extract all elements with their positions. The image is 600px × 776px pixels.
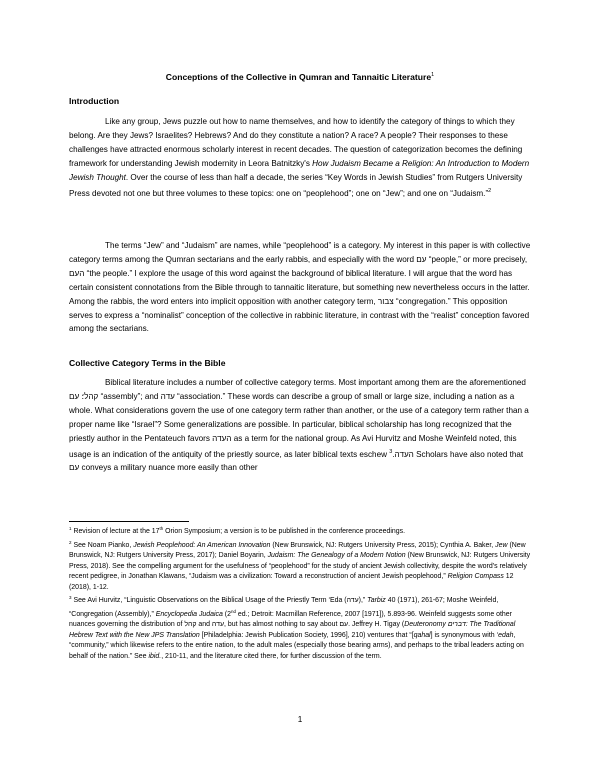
footnote-2: $^2$ See Noam Pianko, Jewish Peoplehood: An American Innovation (New Brunswick, NJ: Rutgers University Press, 2015); Cynthia A. Baker, Jew (New Brunswick, NJ: Rutgers University Press, 2017); Daniel Boyarin, Judaism: The Genealogy of a Modern Notion (New Brunswick, NJ: Rutgers University Press, 2018). See the compelling argument for the usefulness of “peoplehood” for the study of ancient Jewish collectivity, despite the word’s relatively recent pedigree, in Jonathan Klawans, “Judaism was a civilization: Toward a reconstruction of ancient Jewish peoplehood,” Religion Compass 12 (2018), 1-12. (69, 539, 531, 591)
title-text: Conceptions of the Collective in Qumran and Tannaitic Literature (165, 72, 432, 82)
bible-paragraph-1: Biblical literature includes a number of collective category terms. Most important among them are the aforementioned קהל؛ עם “assembly”; and עדה “association.” These words can describe a group of small or large size, including a nation as a whole. What considerations govern the use of one category term rather than another, or the use of a category term rather than a proper name like “Israel”? Some generalizations are possible. In particular, biblical scholarship has long recognized that the priestly author in the Pentateuch favors העדה as a term for the national group. As Avi Hurvitz and Moshe Weinfeld noted, this usage is an indication of the antiquity of the priestly source, as later biblical texts eschew העדה.$^3$ Scholars have also noted that עם conveys a military nuance more easily than other (69, 378, 529, 473)
paper-title (0, 70, 600, 83)
footnote-ref-3[interactable]: 3 (389, 448, 393, 455)
footnote-ref-1[interactable]: 1 (431, 72, 435, 78)
footnote-1: $^1$ Revision of lecture at the 17th Orion Symposium; a version is to be published in the conference proceedings. (69, 526, 406, 535)
intro-paragraph-2: The terms “Jew” and “Judaism” are names, while “peoplehood” is a category. My interest in this paper is with collective category terms among the Qumran sectarians and the early rabbis, and especially with the word עם “people,” or more precisely, העם “the people.” I explore the usage of this word against the background of biblical literature. I will argue that the word has certain consistent connotations from the Bible through to tannaitic literature, but something new nevertheless occurs in the latter. Among the rabbis, the word enters into implicit opposition with another category term, צבור “congregation.” This opposition serves to express a “nominalist” conception of the collective in rabbinic literature, in contrast with the “realist” conception favored among the sectarians. (69, 241, 531, 334)
page-number: 1 (297, 715, 303, 724)
book-title: How Judaism Became a Religion: An Introduction to Modern Jewish Thought (69, 158, 530, 182)
footnote-separator (69, 521, 189, 522)
footnotes (69, 524, 533, 662)
footnote-3: $^3$ See Avi Hurvitz, “Linguistic Observations on the Biblical Usage of the Priestly Term ‘Eda (עדה),” Tarbiz 40 (1971), 261-67; Moshe Weinfeld, “Congregation (Assembly),” Encyclopedia Judaica (2nd ed.; Detroit: Macmillan Reference, 2007 [1971]), 5.893-96. Weinfeld suggests some other nuances governing the distribution of עדה and קהל, but has almost nothing to say about עם. Jeffrey H. Tigay (Deuteronomy דברים: The Traditional Hebrew Text with the New JPS Translation [Philadelphia: Jewish Publication Society, 1996], 210) ventures that “[qahal] is synonymous with ‘edah, “community,” which likewise refers to the entire nation, to the adult males (especially those bearing arms), and perhaps to the tribal leaders acting on behalf of the nation.” See ibid., 210-11, and the literature cited there, for further discussion of the term. (69, 595, 524, 660)
footnote-ref-2[interactable]: 2 (488, 187, 492, 194)
intro-paragraph-1: Like any group, Jews puzzle out how to name themselves, and how to identify the category of things to which they belong. Are they Jews? Israelites? Hebrews? And do they constitute a nation? A race? A people? Their responses to these challenges have attracted enormous scholarly interest in recent decades. The question of categorization becomes the defining framework for understanding Jewish modernity in Leora Batnitzky's How Judaism Became a Religion: An Introduction to Modern Jewish Thought. Over the course of less than half a decade, the series “Key Words in Jewish Studies” from Rutgers University Press devoted not one but three volumes to these topics: one on “peoplehood”; one on “Jew”; and one on “Judaism.”$^2$ (69, 117, 530, 198)
section-heading-introduction: Introduction (69, 96, 120, 106)
section-heading-bible: Collective Category Terms in the Bible (69, 358, 226, 368)
